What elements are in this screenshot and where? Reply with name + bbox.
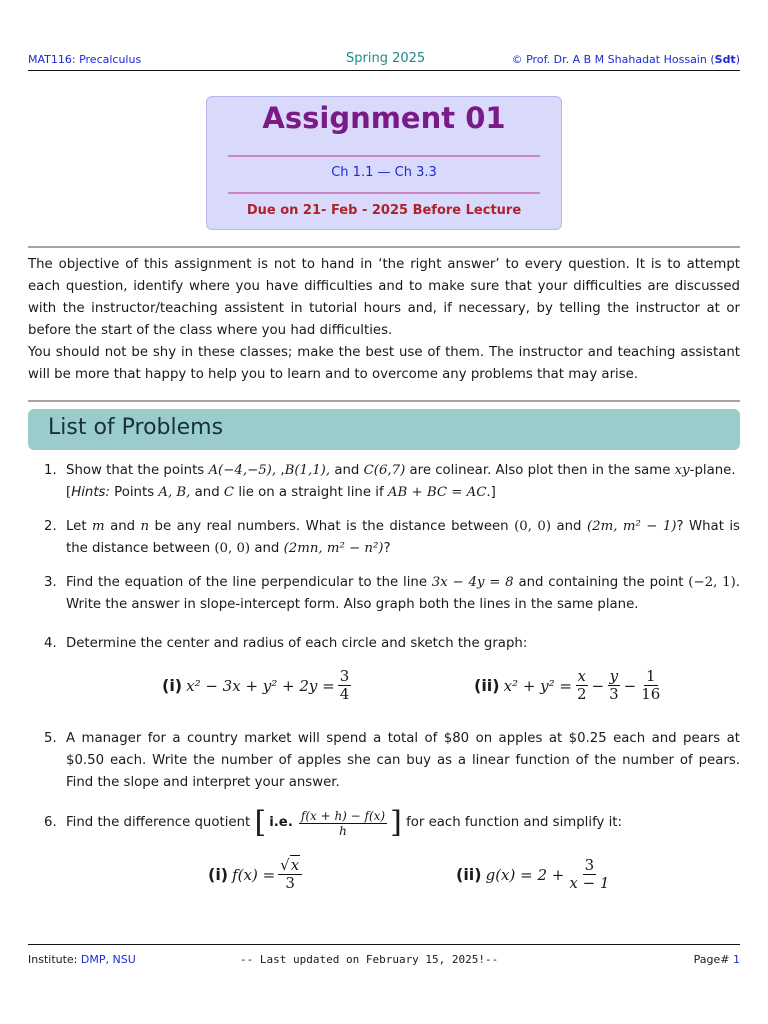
divider <box>28 400 740 402</box>
difference-quotient <box>299 809 387 838</box>
denominator: 4 <box>339 685 350 703</box>
problem-number: 3. <box>44 575 57 590</box>
fraction <box>567 857 611 892</box>
numerator: y <box>609 667 619 685</box>
fraction <box>607 668 621 703</box>
numerator: 3 <box>584 856 595 874</box>
chapter-range: Ch 1.1 — Ch 3.3 <box>331 165 437 180</box>
denominator: 16 <box>641 685 661 703</box>
page-header <box>28 50 740 71</box>
institute-label: Institute: <box>28 953 78 966</box>
numerator: f(x + h) − f(x) <box>300 808 386 823</box>
problem-number: 6. <box>44 815 57 830</box>
bracket: [ <box>66 485 72 500</box>
math-point: (0, 0) <box>514 519 552 534</box>
math-point: (0, 0) <box>214 541 251 556</box>
math-var: xy <box>674 463 690 478</box>
problem-text: and <box>551 519 587 534</box>
author-name: © Prof. Dr. A B M Shahadat Hossain ( <box>511 53 715 66</box>
equation-4-ii <box>474 668 665 703</box>
problem-text: and <box>330 463 364 478</box>
problem-number: 4. <box>44 636 57 651</box>
problem-text: A manager for a country market will spend a total of $80 on apples at $0.25 each and pears at $0.50 each. Write the number of apples she can buy as a linear function of the number of pears. Find the slope and interpret your answer. <box>66 731 740 790</box>
equation-6-i <box>208 857 305 892</box>
page-number <box>694 953 740 966</box>
math-equation: AB + BC = AC <box>387 485 487 500</box>
problem-3 <box>44 572 740 616</box>
problem-text: -plane. <box>689 463 736 478</box>
numerator: 1 <box>646 667 656 685</box>
equation-label: (i) <box>162 676 183 695</box>
term: Spring 2025 <box>346 51 426 66</box>
problem-text: and containing the point <box>513 575 689 590</box>
denominator: 2 <box>577 685 587 703</box>
section-header <box>28 409 740 450</box>
title-divider <box>228 192 540 194</box>
operator: − <box>623 676 637 695</box>
math-equation: 3x − 4y = 8 <box>431 575 514 590</box>
problem-text: . Write the answer in slope-intercept form. Also graph both the lines in the same plane. <box>66 575 740 612</box>
problem-text: and <box>104 519 141 534</box>
equation-6-ii <box>456 857 614 892</box>
problem-text: , <box>276 463 285 478</box>
equation-label: (ii) <box>456 865 482 884</box>
problem-number: 5. <box>44 731 57 746</box>
problem-text: for each function and simplify it: <box>401 815 622 830</box>
problem-text: Find the difference quotient <box>66 815 255 830</box>
assignment-title-box <box>206 96 562 230</box>
math-point: (2m, m² − 1) <box>586 519 677 534</box>
denominator: x − 1 <box>569 874 610 892</box>
math-point: (2mn, m² − n²) <box>283 541 384 556</box>
intro-paragraph: The objective of this assignment is not to hand in ‘the right answer’ to every question. It is to attempt each question, identify where you have difficulties and to make sure that your difficulties are discussed with the instructor/teaching assistent in tutorial hours and, if necessary, by telling the instructor at or before the start of the class where you had difficulties. <box>28 257 740 338</box>
institute <box>28 953 136 966</box>
problem-text: and <box>250 541 284 556</box>
bracket: ] <box>390 805 402 840</box>
section-title: List of Problems <box>48 415 224 440</box>
problem-text: Show that the points <box>66 463 209 478</box>
problem-text: are colinear. Also plot then in the same <box>405 463 675 478</box>
problem-6 <box>44 805 740 840</box>
due-date: Due on 21- Feb - 2025 Before Lecture <box>246 203 522 218</box>
math-var: m <box>92 519 105 534</box>
hint-label: Hints: <box>71 485 110 500</box>
problem-2 <box>44 516 740 560</box>
problem-1 <box>44 460 740 504</box>
intro-paragraph: You should not be shy in these classes; make the best use of them. The instructor and teaching assistant will be more that happy to help you to learn and to overcome any problems that may arise. <box>28 345 740 382</box>
math-var: n <box>140 519 150 534</box>
problem-text: Determine the center and radius of each circle and sketch the graph: <box>66 636 528 651</box>
denominator: h <box>339 823 347 838</box>
author <box>512 53 740 66</box>
page-value: 1 <box>733 953 740 966</box>
math-point-b: B(1,1), <box>284 463 331 478</box>
institute-link[interactable]: DMP, NSU <box>80 953 136 966</box>
problem-text: Let <box>66 519 93 534</box>
math-point: (−2, 1) <box>688 575 736 590</box>
numerator <box>278 857 302 875</box>
assignment-title: Assignment 01 <box>262 101 506 135</box>
math-expression: x² + y² = <box>503 676 572 695</box>
fraction <box>575 668 589 703</box>
problem-number: 1. <box>44 463 57 478</box>
page-footer <box>28 944 740 971</box>
problem-text: ? What is the distance between <box>66 519 740 556</box>
fraction <box>338 668 352 703</box>
numerator: 3 <box>339 667 350 685</box>
last-updated: -- Last updated on February 15, 2025!-- <box>240 953 499 966</box>
author-suffix: ) <box>735 53 740 66</box>
math-expression: g(x) = 2 + <box>485 865 565 884</box>
problem-text: be any real numbers. What is the distance between <box>149 519 515 534</box>
problem-5 <box>44 728 740 794</box>
fraction <box>639 668 662 703</box>
denominator: 3 <box>609 685 619 703</box>
denominator: 3 <box>285 874 295 892</box>
problem-number: 2. <box>44 519 57 534</box>
problem-text: ? <box>383 541 391 556</box>
sqrt-symbol: √x <box>280 856 300 874</box>
numerator: x <box>577 667 586 685</box>
operator: − <box>591 676 605 695</box>
divider <box>28 246 740 248</box>
equation-label: (i) <box>208 865 229 884</box>
equation-label: (ii) <box>474 676 500 695</box>
intro-text <box>28 254 740 386</box>
bracket: .] <box>486 485 496 500</box>
author-tag: Sdt <box>714 53 736 66</box>
math-point-a: A(−4,−5), <box>208 463 277 478</box>
fraction <box>278 857 302 892</box>
equation-4-i <box>162 668 354 703</box>
problem-text: lie on a straight line if <box>234 485 388 500</box>
math-var: A, B, <box>158 485 191 500</box>
bracket: [ <box>254 805 267 840</box>
ie-label: i.e. <box>269 815 293 830</box>
math-point-c: C(6,7) <box>363 463 406 478</box>
math-var: C <box>223 485 235 500</box>
problem-4 <box>44 633 740 655</box>
problem-text: and <box>190 485 224 500</box>
course-name: MAT116: Precalculus <box>28 53 142 66</box>
problem-text: Points <box>109 485 159 500</box>
title-divider <box>228 155 540 157</box>
page-label: Page# <box>693 953 730 966</box>
math-expression: f(x) = <box>232 865 276 884</box>
math-expression: x² − 3x + y² + 2y = <box>186 676 335 695</box>
radicand: x <box>290 856 300 874</box>
problem-text: Find the equation of the line perpendicular to the line <box>66 575 432 590</box>
